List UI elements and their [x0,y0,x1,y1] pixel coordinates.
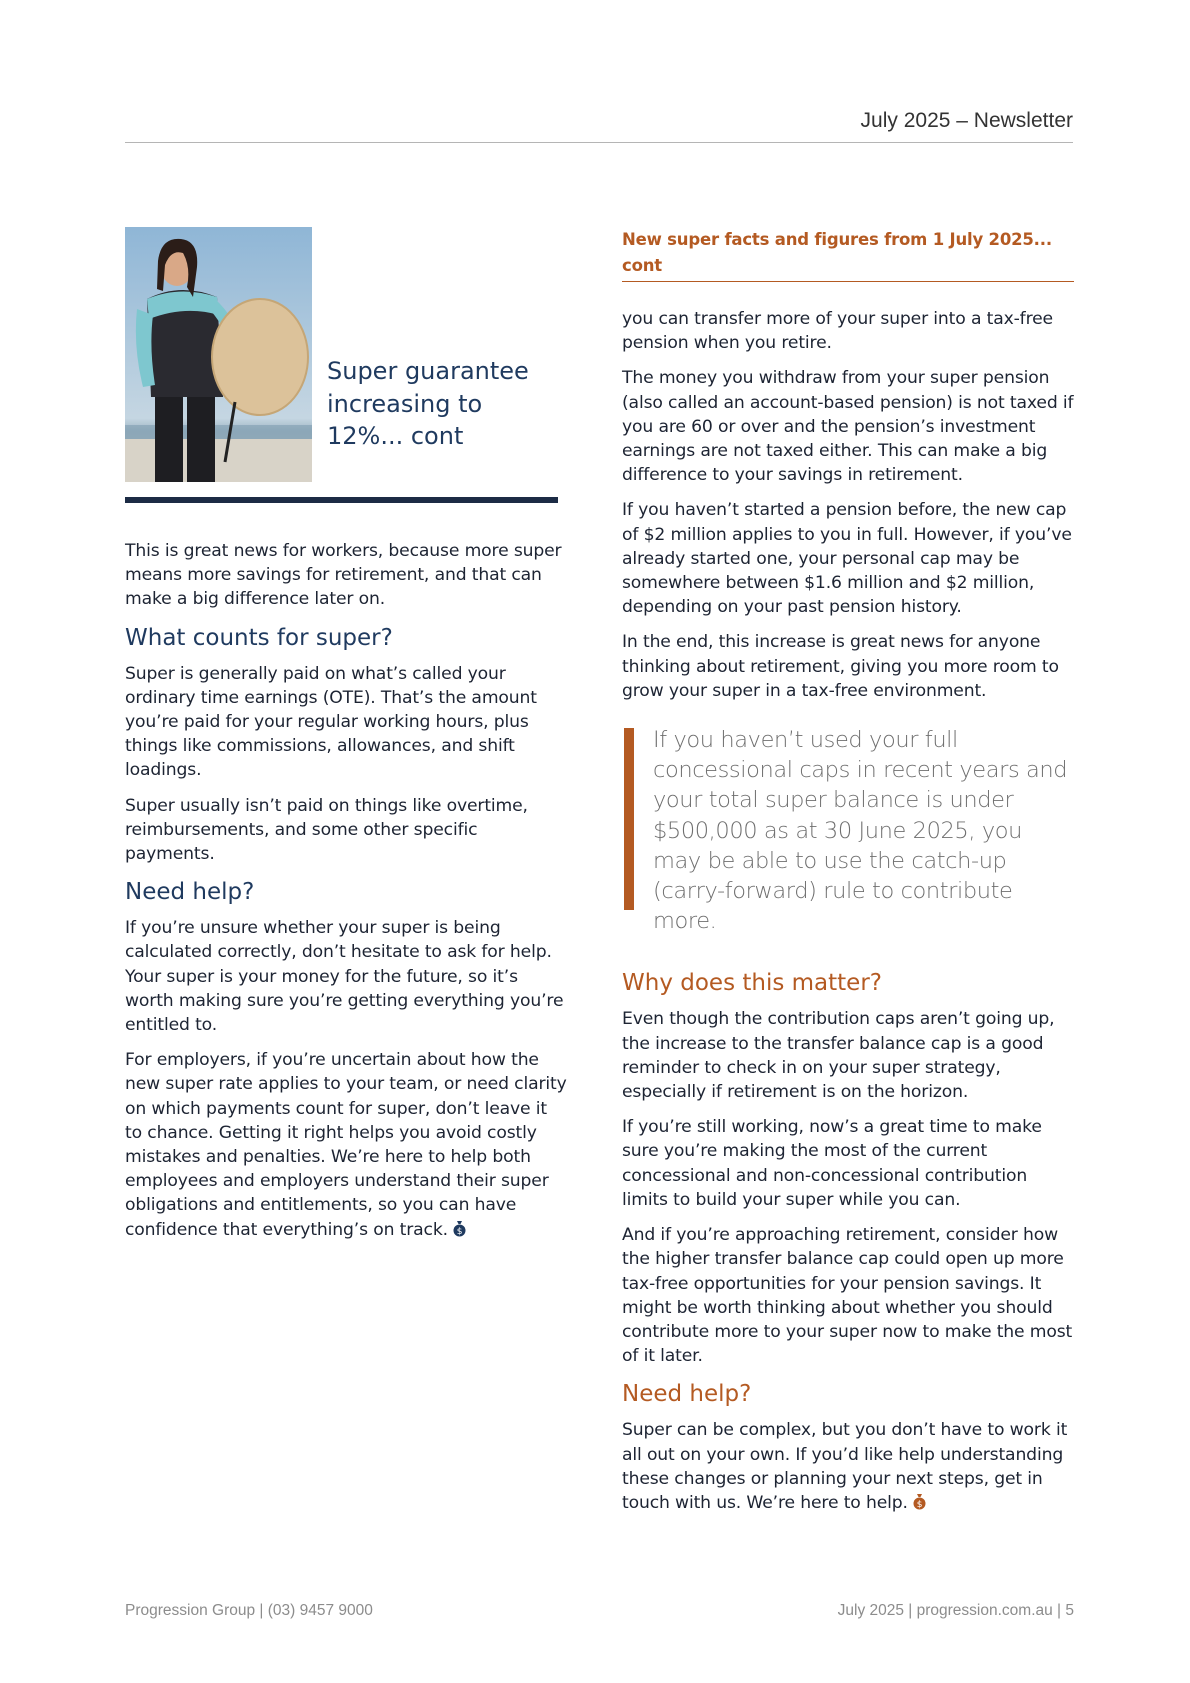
money-bag-icon [452,1220,467,1244]
paragraph-with-icon [125,1048,567,1244]
paragraph: you can transfer more of your super into a tax-free pension when you retire. [622,309,1053,354]
paragraph: Even though the contribution caps aren’t going up, the increase to the transfer balance cap is a good reminder to check in on your super strategy, especially if retirement is on the horizon. [622,1009,1055,1103]
paragraph-text: For employers, if you’re uncertain about how the new super rate applies to your team, or need clarity on which payments count for super, don’t leave it to chance. Getting it right helps you avoid costly mistakes and penalties. We’re here to help both employees and employers understand their super obligations and entitlements, so you can have confidence that everything’s on track. [125,1050,567,1240]
surfer-photo [125,227,312,482]
footer-page-info: July 2025 | progression.com.au | 5 [837,1602,1074,1619]
paragraph: The money you withdraw from your super pension (also called an account-based pension) is not taxed if you are 60 or over and the pension’s investment earnings are not taxed either. This can make a big difference to your savings in retirement. [622,368,1074,486]
right-column-heading: New super facts and figures from 1 July 2025... cont [622,227,1074,282]
paragraph-text: Super can be complex, but you don’t have to work it all out on your own. If you’d like help understanding these changes or planning your next steps, get in touch with us. We’re here to help. [622,1420,1068,1513]
section-heading-need-help: Need help? [622,1381,752,1408]
paragraph: Super is generally paid on what’s called your ordinary time earnings (OTE). That’s the amount you’re paid for your regular working hours, plus things like commissions, allowances, and shift loadings. [125,663,537,781]
hero-divider [125,497,558,503]
money-bag-icon [912,1493,927,1517]
hero-block [125,227,567,502]
footer-contact: Progression Group | (03) 9457 9000 [125,1602,373,1619]
svg-text:$: $ [456,1226,463,1237]
pull-quote [622,725,1074,936]
hero-title: Super guarantee increasing to 12%... cont [327,357,529,450]
paragraph: Super usually isn’t paid on things like overtime, reimbursements, and some other specific payments. [125,795,528,865]
paragraph: If you’re unsure whether your super is being calculated correctly, don’t hesitate to ask for help. Your super is your money for the future, so it’s worth making sure you’re getting everything you’re entitled to. [125,918,564,1036]
paragraph: If you haven’t started a pension before, the new cap of $2 million applies to you in full. However, if you’ve already started one, your personal cap may be somewhere between $1.6 million and $2 million, depending on your past pension history. [622,500,1072,618]
page-header [125,108,1073,143]
section-heading-need-help: Need help? [125,879,255,906]
svg-text:$: $ [916,1499,923,1510]
intro-paragraph: This is great news for workers, because more super means more savings for retirement, and that can make a big difference later on. [125,541,562,610]
left-column [125,227,567,1255]
paragraph: If you’re still working, now’s a great time to make sure you’re making the most of the current concessional and non-concessional contribution limits to build your super while you can. [622,1117,1042,1210]
quote-text: If you haven’t used your full concessional caps in recent years and your total super balance is under $500,000 as at 30 June 2025, you may be able to use the catch-up (carry-forward) rule to contribute more. [653,727,1068,935]
paragraph: In the end, this increase is great news for anyone thinking about retirement, giving you more room to grow your super in a tax-free environment. [622,632,1059,701]
paragraph: And if you’re approaching retirement, consider how the higher transfer balance cap could open up more tax-free opportunities for your pension savings. It might be worth thinking about whether you should contribute more to your super now to make the most of it later. [622,1225,1073,1367]
section-heading-what-counts: What counts for super? [125,624,393,651]
paragraph-with-icon [622,1418,1074,1517]
quote-bar [624,728,634,910]
section-heading-why-matter: Why does this matter? [622,970,882,997]
right-column [622,227,1074,1528]
newsletter-title: July 2025 – Newsletter [860,109,1073,132]
